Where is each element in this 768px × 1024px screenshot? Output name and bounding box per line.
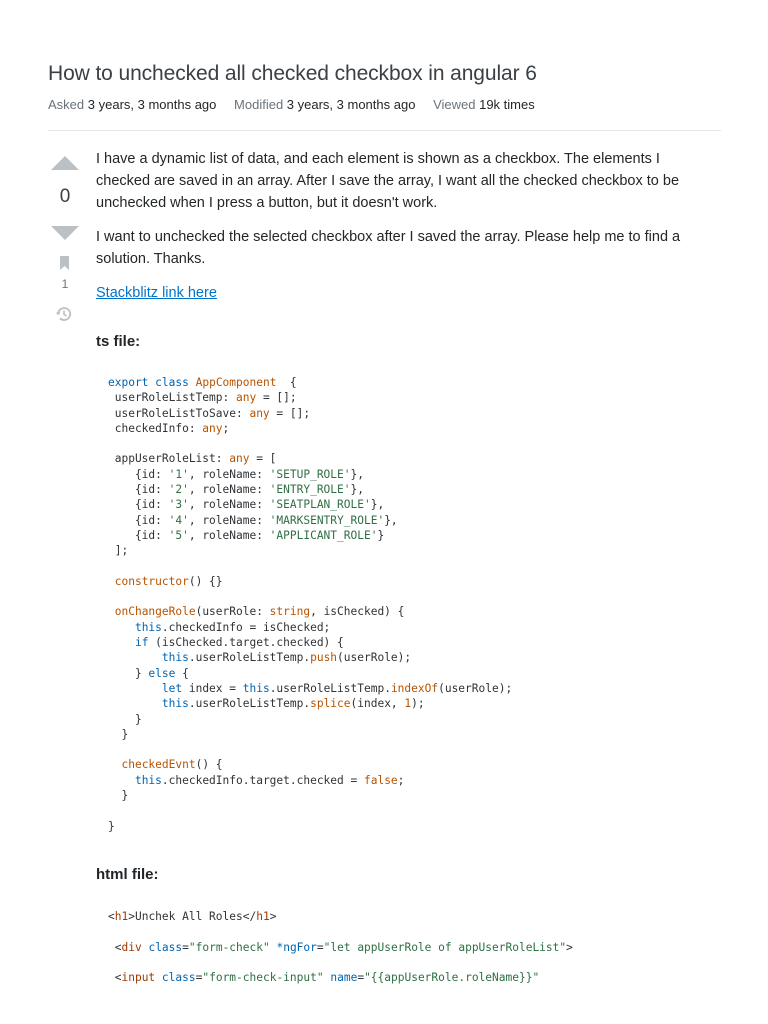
code-line: userRoleListToSave: any = [];	[108, 406, 311, 420]
viewed-label: Viewed	[433, 97, 476, 112]
modified-value[interactable]: 3 years, 3 months ago	[286, 97, 416, 112]
bookmark-icon[interactable]	[60, 256, 69, 270]
asked-label: Asked	[48, 97, 85, 112]
code-line: ];	[108, 544, 129, 558]
code-line: export class AppComponent {	[108, 376, 297, 389]
code-line: if (isChecked.target.checked) {	[134, 636, 344, 650]
code-line: {id: '2', roleName: 'ENTRY_ROLE'},	[108, 483, 364, 497]
question-title[interactable]: How to unchecked all checked checkbox in angular 6	[48, 62, 537, 85]
body-paragraph: I want to unchecked the selected checkbox after I saved the array. Please help me to find a solution. Thanks.	[96, 229, 681, 267]
arrow-up-icon[interactable]	[51, 156, 79, 170]
code-line: onChangeRole(userRole: string, isChecked) {	[114, 605, 405, 619]
question-meta	[48, 97, 549, 112]
code-line: appUserRoleList: any = [	[108, 452, 277, 466]
code-line: this.checkedInfo.target.checked = false;	[134, 773, 405, 787]
ts-file-heading: ts file:	[96, 333, 141, 350]
header-divider	[48, 130, 721, 131]
code-line: }	[108, 712, 142, 726]
code-line: checkedEvnt() {	[121, 758, 223, 772]
asked-value[interactable]: 3 years, 3 months ago	[87, 97, 217, 112]
code-line: {id: '5', roleName: 'APPLICANT_ROLE'}	[108, 528, 385, 542]
body-paragraph: I have a dynamic list of data, and each element is shown as a checkbox. The elements I checked are saved in an array. After I save the array, I want all the checked checkbox to be unchecked when I press a button, but it doesn't work.	[96, 151, 680, 211]
code-line: }	[108, 727, 129, 741]
code-line: {id: '3', roleName: 'SEATPLAN_ROLE'},	[108, 498, 385, 512]
modified-label: Modified	[234, 97, 284, 112]
html-code-block[interactable]	[96, 909, 740, 985]
html-file-heading: html file:	[96, 866, 159, 883]
code-line: userRoleListTemp: any = [];	[108, 391, 297, 405]
viewed-info	[433, 97, 535, 112]
stackblitz-link[interactable]: Stackblitz link here	[96, 285, 217, 301]
code-line: constructor() {}	[114, 574, 223, 588]
code-line: checkedInfo: any;	[108, 421, 230, 435]
code-line: <input class="form-check-input" name="{{appUserRole.roleName}}"	[108, 971, 540, 985]
code-line: this.userRoleListTemp.splice(index, 1);	[161, 697, 425, 711]
asked-info	[48, 97, 216, 112]
code-line: {id: '1', roleName: 'SETUP_ROLE'},	[108, 467, 364, 481]
history-icon[interactable]	[55, 305, 73, 323]
question-body	[96, 148, 716, 316]
bookmark-count: 1	[61, 277, 69, 291]
ts-code-block[interactable]	[96, 375, 740, 834]
code-line: this.checkedInfo = isChecked;	[134, 620, 331, 634]
code-line: let index = this.userRoleListTemp.indexOf(userRole);	[161, 681, 513, 695]
code-line: <div class="form-check" *ngFor="let appUserRole of appUserRoleList">	[108, 940, 573, 954]
code-line: }	[108, 789, 129, 803]
code-line: }	[108, 819, 115, 833]
code-line: } else {	[108, 666, 189, 680]
code-line: {id: '4', roleName: 'MARKSENTRY_ROLE'},	[108, 513, 398, 527]
modified-info	[234, 97, 415, 112]
code-line: <h1>Unchek All Roles</h1>	[108, 910, 277, 923]
arrow-down-icon[interactable]	[51, 226, 79, 240]
viewed-value: 19k times	[479, 97, 535, 112]
code-line: this.userRoleListTemp.push(userRole);	[161, 651, 412, 665]
vote-score: 0	[59, 186, 71, 207]
